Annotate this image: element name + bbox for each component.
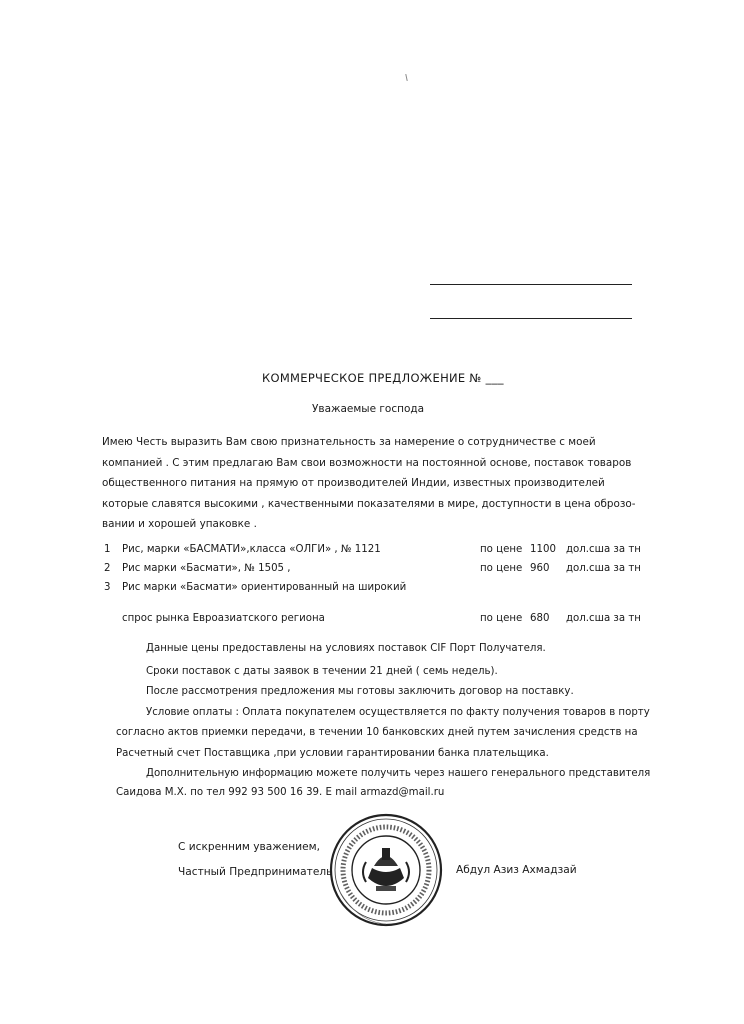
intro-line: которые славятся высокими , качественными показателями в мире, доступности в цена оброзо-: [102, 497, 636, 510]
price-label: по цене: [480, 544, 523, 555]
item-text: Рис марки «Басмати» ориентированный на широкий: [122, 582, 407, 593]
scan-speck: [405, 74, 407, 81]
delivery-line: Сроки поставок с даты заявок в течении 21 дней ( семь недель).: [146, 666, 498, 677]
price-value: 1100: [530, 544, 556, 555]
list-item-continuation: [122, 613, 325, 624]
intro-line: общественного питания на прямую от производителей Индии, известных производителей: [102, 477, 605, 489]
price-unit: дол.сша за тн: [566, 544, 641, 555]
price-unit: дол.сша за тн: [566, 563, 641, 574]
recipient-address-line-1: [430, 284, 632, 285]
greeting: Уважаемые господа: [312, 403, 425, 415]
item-number: 3: [104, 582, 111, 593]
document-title: КОММЕРЧЕСКОЕ ПРЕДЛОЖЕНИЕ № ___: [262, 371, 504, 385]
item-text: Рис марки «Басмати», № 1505 ,: [122, 563, 291, 574]
terms-line: Данные цены предоставлены на условиях поставок CIF Порт Получателя.: [146, 643, 546, 654]
payment-line: Расчетный счет Поставщика ,при условии гарантировании банка плательщика.: [116, 748, 549, 759]
intro-paragraph: [102, 432, 635, 535]
company-seal: [328, 812, 444, 928]
contact-line: Саидова М.Х. по тел 992 93 500 16 39. E mail armazd@mail.ru: [116, 787, 445, 798]
intro-line: Имею Честь выразить Вам свою признательность за намерение о сотрудничестве с моей: [102, 436, 596, 448]
item-text: Рис, марки «БАСМАТИ»,класса «ОЛГИ» , № 1121: [122, 544, 381, 555]
contract-line: После рассмотрения предложения мы готовы заключить договор на поставку.: [146, 686, 574, 697]
payment-line: согласно актов приемки передачи, в течении 10 банковских дней путем зачисления средств на: [116, 727, 638, 738]
payment-line: Условие оплаты : Оплата покупателем осуществляется по факту получения товаров в порту: [146, 707, 650, 718]
item-text: спрос рынка Евроазиатского региона: [122, 613, 325, 624]
intro-line: компанией . С этим предлагаю Вам свои возможности на постоянной основе, поставок товаров: [102, 456, 632, 469]
contact-line: Дополнительную информацию можете получить через нашего генерального представителя: [146, 768, 651, 779]
recipient-address-line-2: [430, 318, 632, 319]
price-value: 960: [530, 563, 550, 574]
signer-name: Абдул Азиз Ахмадзай: [456, 864, 577, 876]
price-unit: дол.сша за тн: [566, 613, 641, 624]
item-number: 1: [104, 544, 111, 555]
price-label: по цене: [480, 613, 523, 624]
price-value: 680: [530, 613, 550, 624]
intro-line: вании и хорошей упаковке .: [102, 518, 257, 530]
signer-title: Частный Предприниматель: [178, 866, 333, 878]
price-label: по цене: [480, 563, 523, 574]
item-number: 2: [104, 563, 111, 574]
closing-salutation: С искренним уважением,: [178, 841, 320, 853]
